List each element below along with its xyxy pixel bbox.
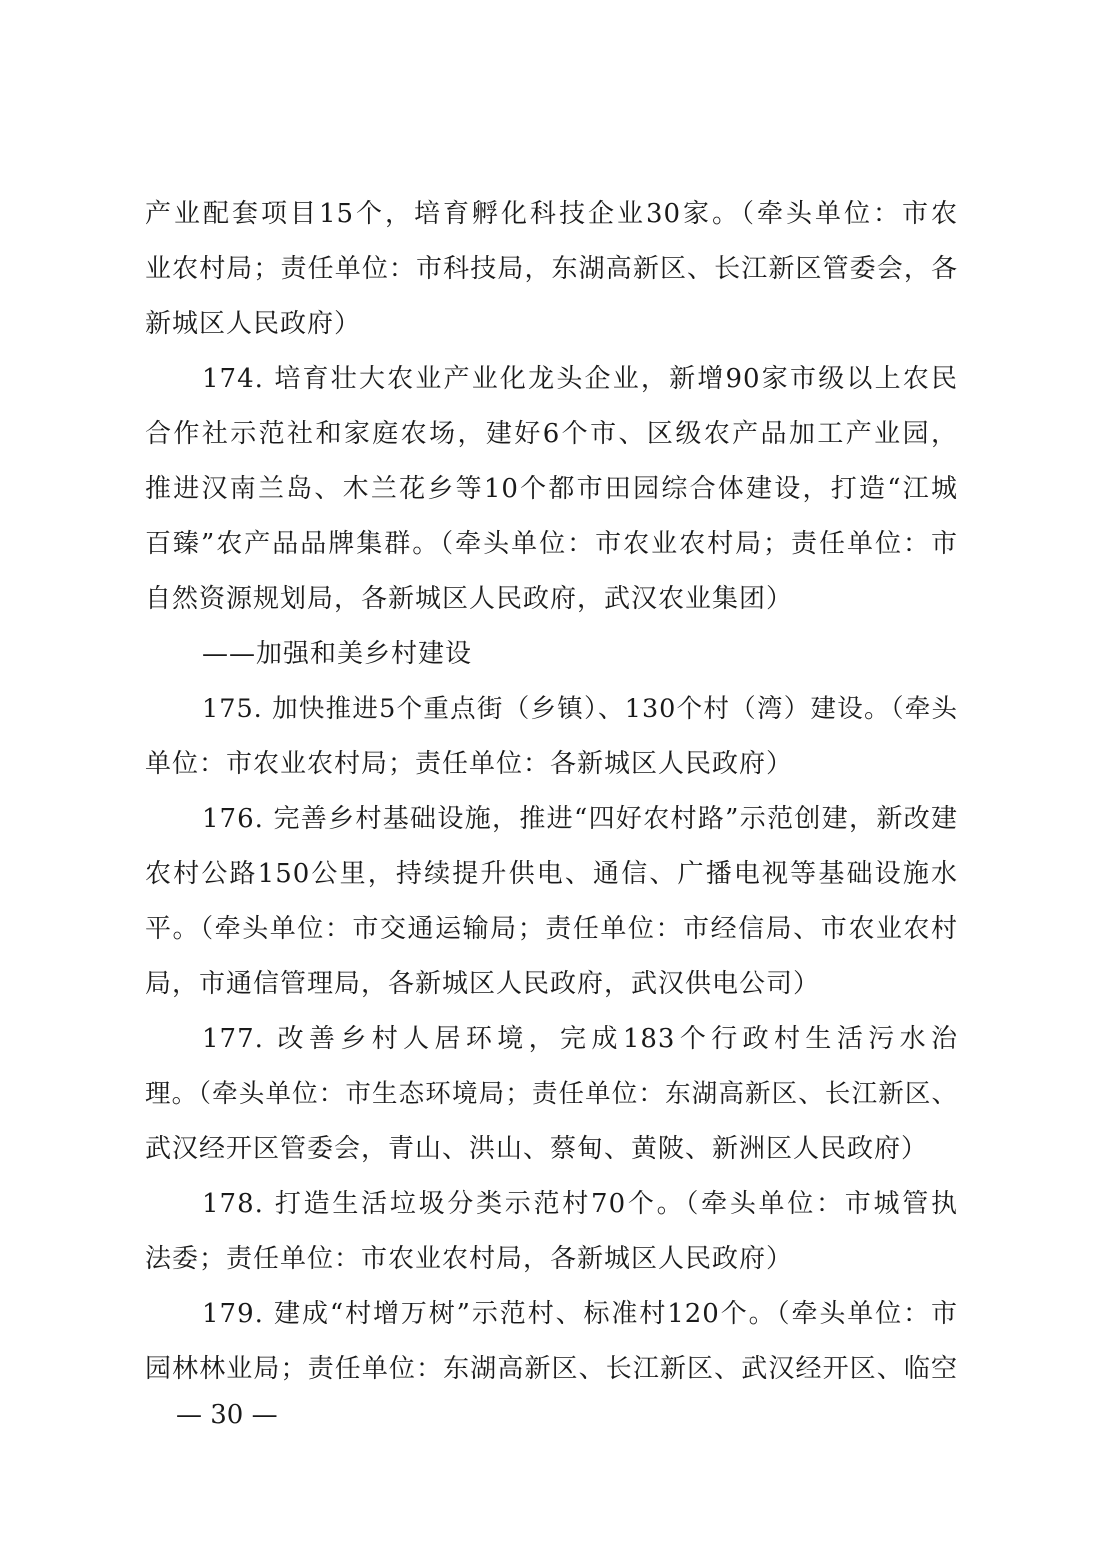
list-item-179: 179. 建成“村增万树”示范村、标准村120个。（牵头单位：市 bbox=[202, 1299, 958, 1329]
text-line: 推进汉南兰岛、木兰花乡等10个都市田园综合体建设，打造“江城 bbox=[145, 474, 958, 504]
text-line: 武汉经开区管委会，青山、洪山、蔡甸、黄陂、新洲区人民政府） bbox=[145, 1134, 929, 1164]
text-line: 理。（牵头单位：市生态环境局；责任单位：东湖高新区、长江新区、 bbox=[145, 1079, 958, 1109]
text-line: 园林林业局；责任单位：东湖高新区、长江新区、武汉经开区、临空 bbox=[145, 1354, 958, 1384]
text-line: 局，市通信管理局，各新城区人民政府，武汉供电公司） bbox=[145, 969, 821, 999]
text-line: 农村公路150公里，持续提升供电、通信、广播电视等基础设施水 bbox=[145, 859, 958, 889]
list-item-174: 174. 培育壮大农业产业化龙头企业，新增90家市级以上农民 bbox=[202, 364, 958, 394]
list-item-177: 177. 改善乡村人居环境，完成183个行政村生活污水治 bbox=[202, 1024, 958, 1054]
list-item-176: 176. 完善乡村基础设施，推进“四好农村路”示范创建，新改建 bbox=[202, 804, 958, 834]
page-number: — 30 — bbox=[176, 1400, 278, 1430]
text-line: 平。（牵头单位：市交通运输局；责任单位：市经信局、市农业农村 bbox=[145, 914, 958, 944]
text-line: 单位：市农业农村局；责任单位：各新城区人民政府） bbox=[145, 749, 794, 779]
text-line: 产业配套项目15个，培育孵化科技企业30家。（牵头单位：市农 bbox=[145, 199, 958, 229]
text-line: 自然资源规划局，各新城区人民政府，武汉农业集团） bbox=[145, 584, 794, 614]
text-line: 百臻”农产品品牌集群。（牵头单位：市农业农村局；责任单位：市 bbox=[145, 529, 958, 559]
section-heading: ——加强和美乡村建设 bbox=[202, 639, 473, 669]
text-line: 新城区人民政府） bbox=[145, 309, 362, 339]
text-line: 业农村局；责任单位：市科技局，东湖高新区、长江新区管委会，各 bbox=[145, 254, 958, 284]
text-line: 法委；责任单位：市农业农村局，各新城区人民政府） bbox=[145, 1244, 794, 1274]
list-item-178: 178. 打造生活垃圾分类示范村70个。（牵头单位：市城管执 bbox=[202, 1189, 958, 1219]
text-line: 合作社示范社和家庭农场，建好6个市、区级农产品加工产业园， bbox=[145, 419, 958, 449]
list-item-175: 175. 加快推进5个重点街（乡镇）、130个村（湾）建设。（牵头 bbox=[202, 694, 958, 724]
